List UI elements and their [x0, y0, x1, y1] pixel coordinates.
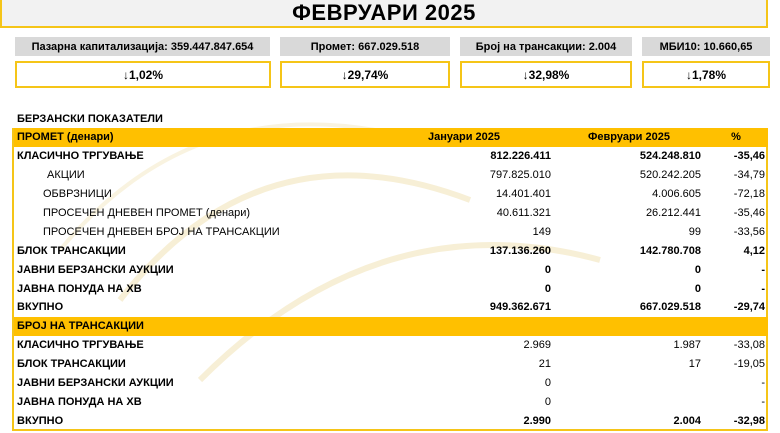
row-feb: 2.004: [673, 414, 701, 427]
row-feb: 17: [688, 358, 701, 371]
row-label: АКЦИИ: [47, 169, 85, 182]
row-feb: 0: [694, 282, 701, 295]
row-feb: 142.780.708: [639, 244, 701, 257]
row-feb: 99: [688, 225, 701, 238]
row-jan: 0: [544, 377, 551, 390]
turnover-header-feb: Февруари 2025: [554, 128, 704, 147]
table-row: [14, 336, 768, 355]
row-label: КЛАСИЧНО ТРГУВАЊЕ: [17, 150, 144, 163]
row-jan: 14.401.401: [495, 188, 551, 201]
table-row-total: [14, 411, 768, 430]
turnover-header-row: [14, 128, 768, 147]
row-jan: 2.990: [523, 414, 551, 427]
row-jan: 0: [544, 395, 551, 408]
row-pct: -: [761, 263, 765, 276]
row-pct: -34,79: [733, 169, 765, 182]
transactions-header-empty: [374, 317, 554, 336]
kpi-transactions-label: Број на трансакции: 2.004: [460, 37, 632, 56]
row-jan: 21: [538, 358, 551, 371]
row-label: ПРОСЕЧЕН ДНЕВЕН ПРОМЕТ (денари): [43, 207, 251, 219]
table-row: [14, 147, 768, 166]
row-feb: 4.006.605: [652, 188, 701, 201]
table-row: [14, 204, 768, 223]
row-pct: -35,46: [733, 150, 765, 163]
row-feb: 520.242.205: [639, 169, 701, 182]
row-pct: -72,18: [733, 188, 765, 201]
row-label: ВКУПНО: [17, 414, 64, 427]
row-feb: 0: [694, 263, 701, 276]
kpi-market-cap-change: ↓1,02%: [15, 61, 271, 88]
transactions-header-label: БРОЈ НА ТРАНСАКЦИИ: [14, 317, 374, 336]
table-row: [14, 374, 768, 393]
kpi-transactions-change: ↓32,98%: [460, 61, 632, 88]
turnover-header-label: ПРОМЕТ (денари): [14, 128, 374, 147]
row-feb: 524.248.810: [639, 150, 701, 163]
row-label: ОБВРЗНИЦИ: [43, 188, 112, 201]
row-label: БЛОК ТРАНСАКЦИИ: [17, 358, 126, 371]
kpi-market-cap-label: Пазарна капитализација: 359.447.847.654: [15, 37, 270, 56]
row-feb: 667.029.518: [639, 301, 701, 314]
indicators-table: [14, 128, 768, 430]
row-pct: -33,56: [733, 225, 765, 238]
row-pct: -29,74: [733, 301, 765, 314]
kpi-turnover-change: ↓29,74%: [280, 61, 450, 88]
turnover-header-jan: Јануари 2025: [374, 128, 554, 147]
row-jan: 40.611.321: [496, 207, 551, 219]
table-row: [14, 166, 768, 185]
row-label: ВКУПНО: [17, 301, 64, 314]
row-jan: 0: [544, 263, 551, 276]
row-jan: 137.136.260: [489, 244, 551, 257]
row-label: ЈАВНА ПОНУДА НА ХВ: [17, 282, 142, 295]
kpi-mbi10-change: ↓1,78%: [642, 61, 770, 88]
transactions-header-empty: [704, 317, 768, 336]
row-pct: -35,46: [733, 207, 765, 219]
row-label: ЈАВНИ БЕРЗАНСКИ АУКЦИИ: [17, 263, 174, 276]
kpi-mbi10-label: МБИ10: 10.660,65: [642, 37, 770, 56]
row-jan: 797.825.010: [489, 169, 551, 182]
row-pct: -32,98: [733, 414, 765, 427]
row-pct: -: [761, 395, 765, 408]
section-title: БЕРЗАНСКИ ПОКАЗАТЕЛИ: [17, 113, 163, 125]
row-label: КЛАСИЧНО ТРГУВАЊЕ: [17, 339, 144, 352]
row-pct: -: [761, 377, 765, 390]
table-row: [14, 260, 768, 279]
row-pct: 4,12: [743, 244, 765, 257]
table-row: [14, 279, 768, 298]
row-feb: 26.212.441: [645, 207, 701, 219]
row-jan: 949.362.671: [489, 301, 551, 314]
row-label: БЛОК ТРАНСАКЦИИ: [17, 244, 126, 257]
table-row: [14, 222, 768, 241]
row-feb: [554, 392, 704, 411]
row-jan: 812.226.411: [490, 150, 551, 163]
row-feb: [554, 374, 704, 393]
table-row-total: [14, 298, 768, 317]
transactions-header-row: [14, 317, 768, 336]
row-label: ПРОСЕЧЕН ДНЕВЕН БРОЈ НА ТРАНСАКЦИИ: [43, 225, 280, 238]
row-pct: -: [761, 282, 765, 295]
row-label: ЈАВНА ПОНУДА НА ХВ: [17, 395, 142, 408]
table-row: [14, 241, 768, 260]
transactions-header-empty: [554, 317, 704, 336]
turnover-header-pct: %: [704, 128, 768, 147]
row-jan: 2.969: [523, 339, 551, 352]
kpi-turnover-label: Промет: 667.029.518: [280, 37, 450, 56]
row-jan: 149: [532, 225, 551, 238]
table-row: [14, 355, 768, 374]
row-label: ЈАВНИ БЕРЗАНСКИ АУКЦИИ: [17, 377, 174, 390]
row-feb: 1.987: [673, 339, 701, 352]
row-pct: -19,05: [733, 358, 765, 371]
row-jan: 0: [544, 282, 551, 295]
page-title: ФЕВРУАРИ 2025: [0, 0, 768, 28]
table-row: [14, 185, 768, 204]
row-pct: -33,08: [733, 339, 765, 352]
table-row: [14, 392, 768, 411]
